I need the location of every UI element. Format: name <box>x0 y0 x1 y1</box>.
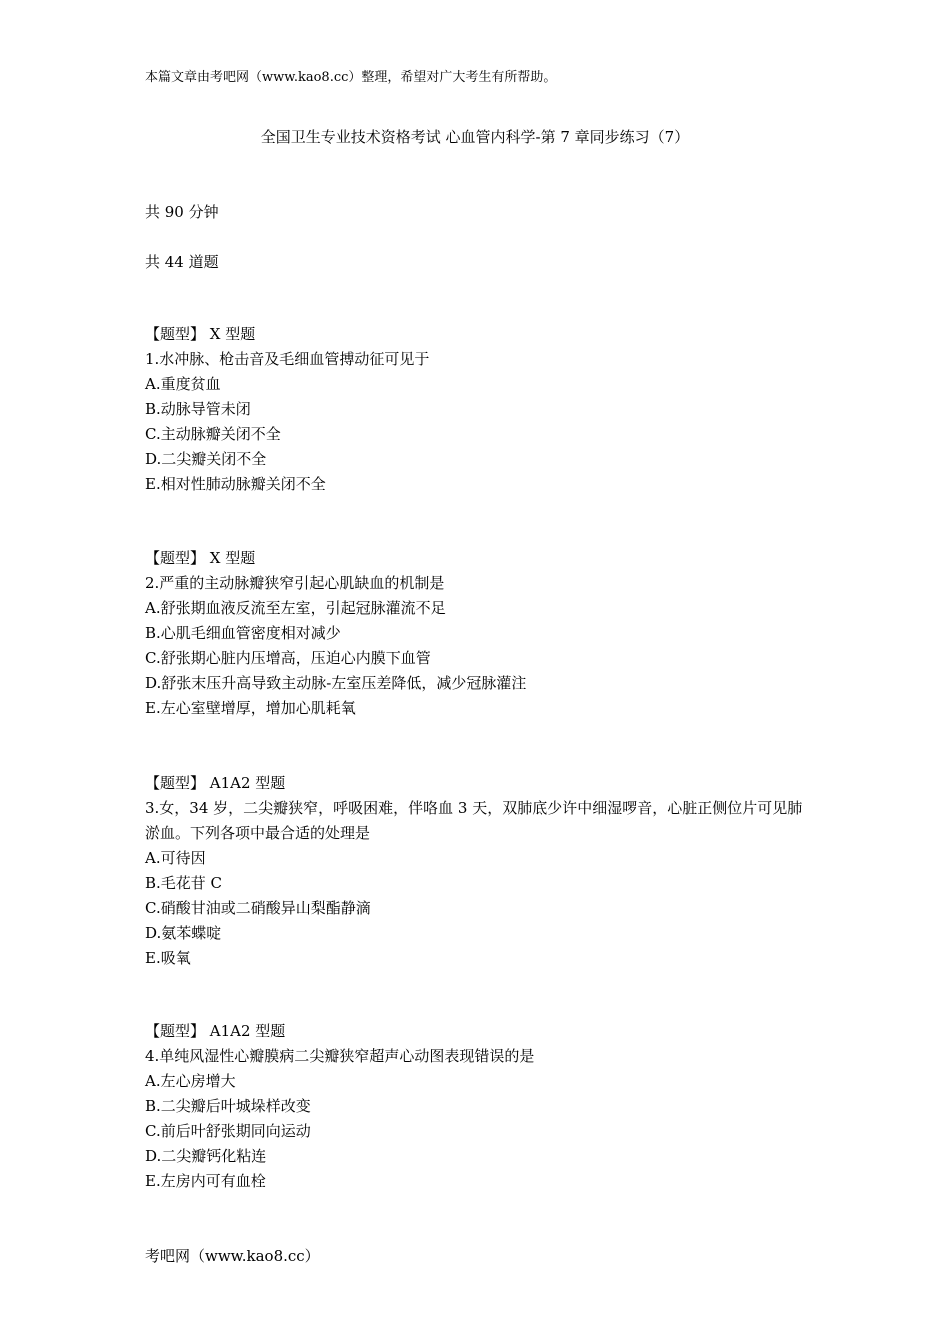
answer-option: A.可待因 <box>145 849 206 867</box>
exam-duration: 共 90 分钟 <box>145 203 219 221</box>
answer-option: C.前后叶舒张期同向运动 <box>145 1122 311 1140</box>
answer-option: E.左心室壁增厚，增加心肌耗氧 <box>145 699 356 717</box>
answer-option: B.动脉导管未闭 <box>145 400 251 418</box>
answer-option: C.舒张期心脏内压增高，压迫心内膜下血管 <box>145 649 431 667</box>
answer-option: E.吸氧 <box>145 949 191 967</box>
answer-option: D.二尖瓣关闭不全 <box>145 450 267 468</box>
answer-option: D.舒张末压升高导致主动脉-左室压差降低，减少冠脉灌注 <box>145 674 527 692</box>
question-block <box>145 1019 815 1194</box>
answer-option: A.舒张期血液反流至左室，引起冠脉灌流不足 <box>145 599 446 617</box>
question-block <box>145 771 815 971</box>
question-block <box>145 546 815 721</box>
question-type: 【题型】 X 型题 <box>145 549 256 567</box>
question-stem: 2.严重的主动脉瓣狭窄引起心肌缺血的机制是 <box>145 574 445 592</box>
answer-option: D.二尖瓣钙化粘连 <box>145 1147 267 1165</box>
question-stem: 3.女，34 岁，二尖瓣狭窄，呼吸困难，伴咯血 3 天，双肺底少许中细湿啰音，心脏正侧位片可见肺淤血。下列各项中最合适的处理是 <box>145 799 803 842</box>
question-stem: 4.单纯风湿性心瓣膜病二尖瓣狭窄超声心动图表现错误的是 <box>145 1047 535 1065</box>
answer-option: C.主动脉瓣关闭不全 <box>145 425 281 443</box>
question-type: 【题型】 A1A2 型题 <box>145 1022 286 1040</box>
answer-option: E.左房内可有血栓 <box>145 1172 266 1190</box>
footer-note: 考吧网（www.kao8.cc） <box>145 1247 320 1265</box>
question-type: 【题型】 A1A2 型题 <box>145 774 286 792</box>
answer-option: E.相对性肺动脉瓣关闭不全 <box>145 475 326 493</box>
document-title: 全国卫生专业技术资格考试 心血管内科学-第 7 章同步练习（7） <box>260 128 690 146</box>
answer-option: D.氨苯蝶啶 <box>145 924 222 942</box>
question-block <box>145 322 815 497</box>
answer-option: B.心肌毛细血管密度相对减少 <box>145 624 341 642</box>
answer-option: A.左心房增大 <box>145 1072 236 1090</box>
answer-option: A.重度贫血 <box>145 375 221 393</box>
question-stem: 1.水冲脉、枪击音及毛细血管搏动征可见于 <box>145 350 430 368</box>
question-count: 共 44 道题 <box>145 253 219 271</box>
answer-option: B.毛花苷 C <box>145 874 223 892</box>
header-note: 本篇文章由考吧网（www.kao8.cc）整理，希望对广大考生有所帮助。 <box>145 70 557 85</box>
question-type: 【题型】 X 型题 <box>145 325 256 343</box>
answer-option: C.硝酸甘油或二硝酸异山梨酯静滴 <box>145 899 371 917</box>
answer-option: B.二尖瓣后叶城垛样改变 <box>145 1097 311 1115</box>
